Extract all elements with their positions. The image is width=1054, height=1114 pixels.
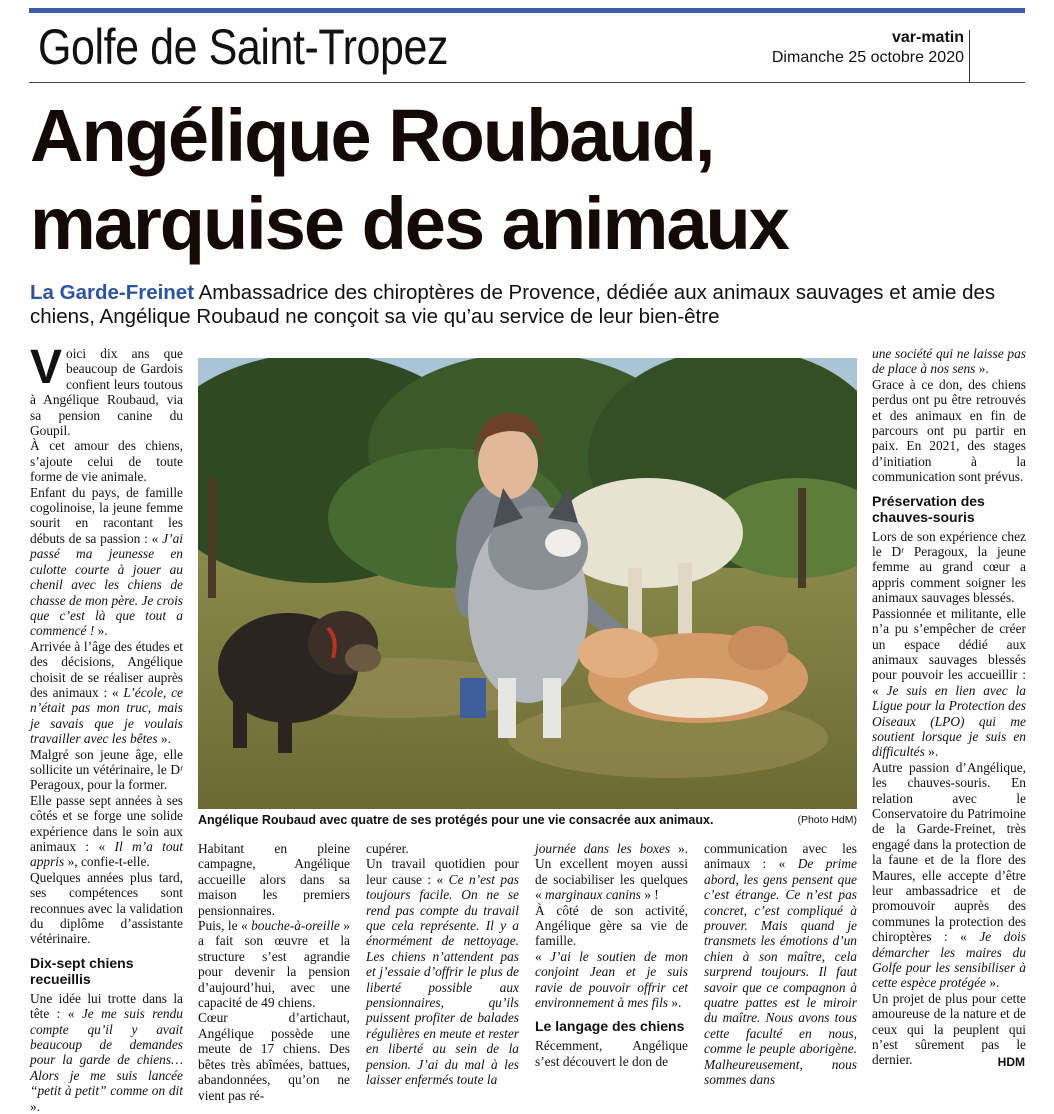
top-color-bar (29, 8, 1025, 13)
text-column-4 (535, 841, 688, 1069)
article-standfirst (30, 281, 1030, 329)
paragraph: Cœur d’artichaut, Angélique possède une meute de 17 chiens. Des bêtes très abîmées, battues, abandonnées, qu’on ne vient pas ré- (198, 1010, 350, 1103)
headline-line-2: marquise des animaux (30, 182, 788, 265)
paragraph: cupérer. (366, 841, 409, 856)
paragraph: Autre passion d’Angélique, les chauves-souris. En relation avec le Conservatoire du Patrimoine de la Garde-Freinet, très engagé dans la protection de la faune et de la flore des Maures, elle accepte d’être leur ambassadrice et de promouvoir auprès des communes la protection des chiroptères : « Je dois démarcher les maires du Golfe pour les sensibiliser à cette espèce protégée ». (872, 759, 1026, 991)
subheading: Le langage des chiens (535, 1018, 685, 1035)
publication-date: Dimanche 25 octobre 2020 (771, 49, 964, 66)
paragraph: Un travail quotidien pour leur cause : « Ce n’est pas toujours facile. On ne se rend pas compte du travail que cela représente. Il y a énormément de nettoyage. Les chiens n’attendent pas et j’essaie d’offrir le plus de liberté possible aux pensionnaires, qu’ils puissent profiter de balades régulières en meute et rester en liberté au sein de la pension. J’ai du mal à les laisser enfermés toute la (366, 856, 519, 1088)
paragraph: communication avec les animaux : « De prime abord, les gens pensent que c’est étrange. Ce n’est pas concret, c’est compliqué à prouver. Mais quand je transmets les émotions d’un chien à son maître, cela surprend toujours. Il faut savoir que ce compagnon à quatre pattes est le miroir du maître. Nous avons tous cette faculté en nous, comme le peuple aborigène. Malheureusement, nous sommes dans (704, 841, 857, 1088)
article-photo (198, 358, 857, 809)
text-column-1 (30, 341, 183, 1114)
paragraph: journée dans les boxes ». Un excellent moyen aussi de sociabiliser les quelques « marginaux canins » ! (535, 841, 688, 903)
paragraph: Elle passe sept années à ses côtés et se forge une solide expérience dans le soin aux animaux : « Il m’a tout appris », confie-t-elle. (30, 792, 183, 870)
subheading: Dix-sept chiens recueillis (30, 954, 134, 987)
paragraph: Malgré son jeune âge, elle sollicite un vétérinaire, le Dʳ Peragoux, pour la former. (30, 746, 183, 793)
paragraph: Habitant en pleine campagne, Angélique accueille alors dans sa maison les premiers pensionnaires. (198, 841, 350, 918)
text-column-3 (366, 841, 519, 1088)
author-signature: HDM (997, 1055, 1025, 1069)
header-rule (29, 82, 1025, 83)
photo-dogs-and-woman (198, 358, 857, 809)
paragraph: À côté de son activité, Angélique gère sa vie de famille. (535, 902, 688, 949)
paragraph: Enfant du pays, de famille cogolinoise, la jeune femme sourit en racontant les débuts de sa passion : « J’ai passé ma jeunesse en culotte courte à jouer au chenil avec les chiens de chasse de mon père. Je crois que c’est là que tout a commencé ! ». (30, 484, 183, 639)
headline-line-1: Angélique Roubaud, (30, 94, 714, 177)
paragraph: Puis, le « bouche-à-oreille » a fait son œuvre et la structure s’est agrandie pour devenir la pension d’aujourd’hui, avec une capacité de 49 chiens. (198, 918, 350, 1011)
subheading: Préservation des chauves-souris (872, 492, 985, 525)
paragraph: une société qui ne laisse pas de place à nos sens ». (872, 346, 1026, 377)
paragraph: Arrivée à l’âge des études et des décisions, Angélique choisit de se réaliser auprès des animaux : « L’école, ce n’était pas mon truc, mais je savais que je voulais travailler avec les bêtes ». (30, 638, 183, 747)
paragraph: Grace à ce don, des chiens perdus ont pu être retrouvés et des animaux en fin de parcours ont pu partir en paix. En 2021, des stages d’initiation à la communication sont prévus. (872, 376, 1026, 485)
dateline-place: La Garde-Freinet (30, 281, 195, 304)
paragraph: Lors de son expérience chez le Dʳ Peragoux, la jeune femme au grand cœur a appris comment soigner les animaux sauvages blessés. (872, 528, 1026, 606)
drop-cap: V (30, 341, 63, 394)
standfirst-text: Ambassadrice des chiroptères de Provence, dédiée aux animaux sauvages et amie des chiens, Angélique Roubaud ne conçoit sa vie qu’au service de leur bien-être (30, 281, 996, 328)
masthead-divider (969, 30, 970, 82)
text-column-2 (198, 841, 350, 1103)
caption-text: Angélique Roubaud avec quatre de ses protégés pour une vie consacrée aux animaux. (198, 813, 714, 827)
text-column-5 (704, 841, 857, 1088)
masthead (772, 28, 964, 68)
text-column-6 (872, 346, 1026, 1068)
paragraph: Voici dix ans que beaucoup de Gardois confient leurs toutous à Angélique Roubaud, via sa pension canine du Goupil. (30, 341, 183, 439)
paragraph: « J’ai le soutien de mon conjoint Jean et je suis ravie de pouvoir offrir cet environnement à mes fils ». (535, 948, 688, 1011)
paragraph: Un projet de plus pour cette amoureuse de la nature et de ceux qui la peuplent qui n’est sûrement pas le dernier. (872, 990, 1026, 1068)
paragraph: Une idée lui trotte dans la tête : « Je me suis rendu compte qu’il y avait beaucoup de demandes pour la garde de chiens… Alors je me suis lancée “petit à petit” comme on dit ». (30, 990, 183, 1114)
photo-caption (198, 813, 857, 828)
paragraph: Récemment, Angélique s’est découvert le don de (535, 1038, 688, 1069)
paragraph: Quelques années plus tard, ses compétences sont reconnues avec la validation du diplôme d’assistante vétérinaire. (30, 869, 183, 947)
newspaper-name: var-matin (891, 29, 964, 46)
section-title: Golfe de Saint-Tropez (38, 19, 449, 75)
photo-credit: (Photo HdM) (797, 814, 857, 826)
article-headline (30, 92, 788, 268)
paragraph: À cet amour des chiens, s’ajoute celui de toute forme de vie animale. (30, 438, 183, 485)
paragraph: Passionnée et militante, elle n’a pu s’empêcher de créer un espace dédié aux animaux sauvages blessés pour pouvoir les accueillir : « Je suis en lien avec la Ligue pour la Protection des Oiseaux (LPO) qui me soutient lorsque je suis en difficultés ». (872, 605, 1026, 760)
